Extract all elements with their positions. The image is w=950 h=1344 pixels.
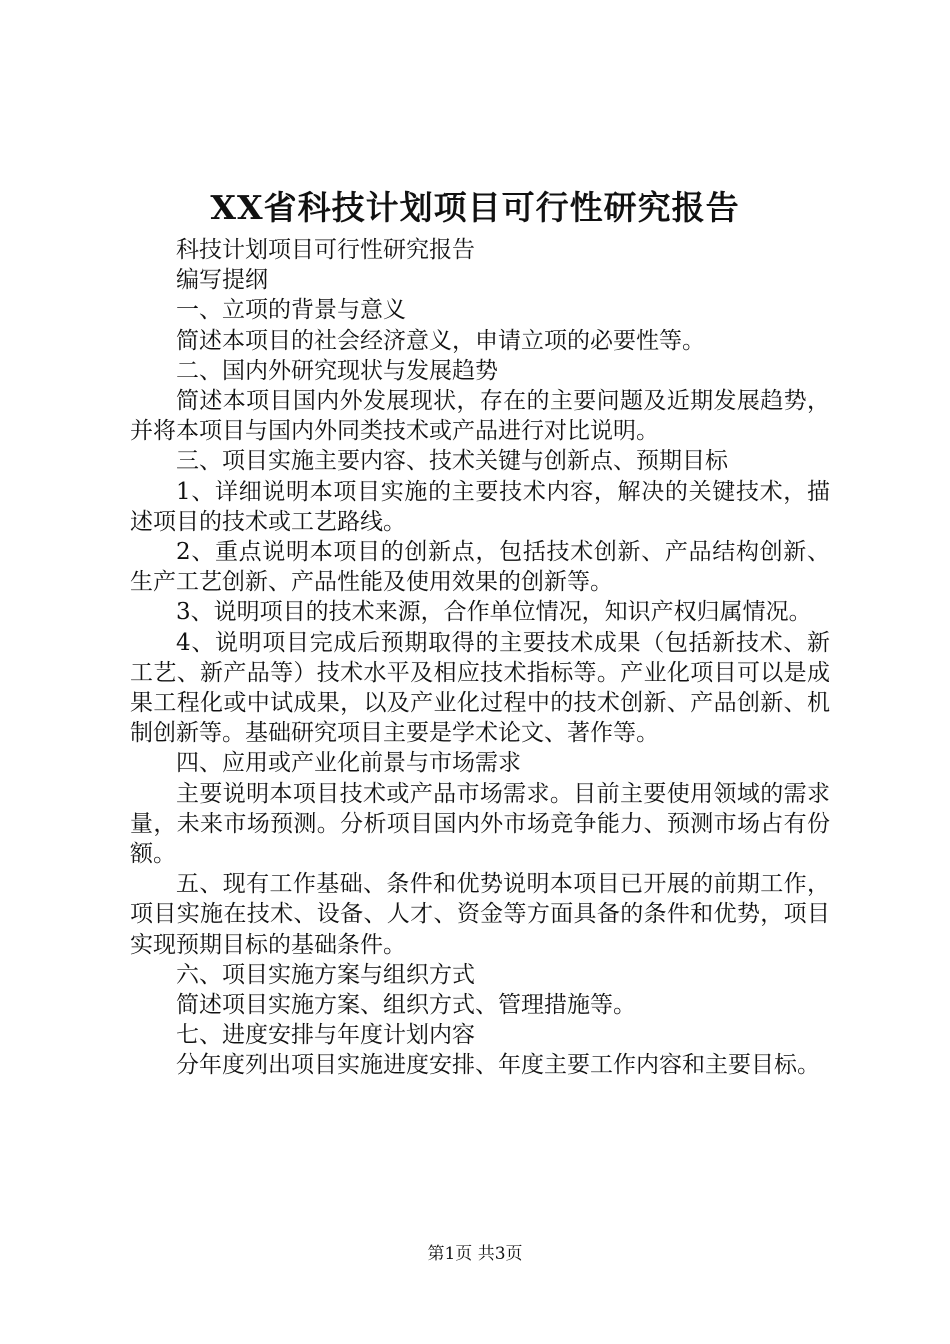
list-item: 1、详细说明本项目实施的主要技术内容，解决的关键技术，描述项目的技术或工艺路线。 [130,478,830,535]
document-title: XX省科技计划项目可行性研究报告 [210,188,740,227]
document-body [130,235,830,1081]
paragraph: 分年度列出项目实施进度安排、年度主要工作内容和主要目标。 [176,1052,820,1079]
section-heading-3: 三、项目实施主要内容、技术关键与创新点、预期目标 [176,448,728,475]
section-heading-5: 五、现有工作基础、条件和优势说明本项目已开展的前期工作，项目实施在技术、设备、人才、资金等方面具备的条件和优势，项目实现预期目标的基础条件。 [130,871,830,958]
section-heading-1: 一、立项的背景与意义 [176,297,406,324]
list-item: 2、重点说明本项目的创新点，包括技术创新、产品结构创新、生产工艺创新、产品性能及使用效果的创新等。 [130,539,830,596]
list-item: 4、说明项目完成后预期取得的主要技术成果（包括新技术、新工艺、新产品等）技术水平及相应技术指标等。产业化项目可以是成果工程化或中试成果，以及产业化过程中的技术创新、产品创新、机制创新等。基础研究项目主要是学术论文、著作等。 [130,629,830,747]
section-heading-4: 四、应用或产业化前景与市场需求 [176,750,521,777]
paragraph-report-name: 科技计划项目可行性研究报告 [176,237,475,263]
paragraph: 简述项目实施方案、组织方式、管理措施等。 [176,992,636,1019]
paragraph: 简述本项目的社会经济意义，申请立项的必要性等。 [176,327,705,354]
page-footer: 第1页 共3页 [427,1244,523,1264]
paragraph: 简述本项目国内外发展现状，存在的主要问题及近期发展趋势，并将本项目与国内外同类技术或产品进行对比说明。 [130,388,830,445]
paragraph-outline: 编写提纲 [176,267,268,294]
paragraph: 主要说明本项目技术或产品市场需求。目前主要使用领域的需求量，未来市场预测。分析项目国内外市场竞争能力、预测市场占有份额。 [130,780,830,868]
section-heading-2: 二、国内外研究现状与发展趋势 [176,357,498,384]
list-item: 3、说明项目的技术来源，合作单位情况，知识产权归属情况。 [176,599,812,626]
section-heading-7: 七、进度安排与年度计划内容 [176,1022,475,1049]
section-heading-6: 六、项目实施方案与组织方式 [176,961,475,988]
